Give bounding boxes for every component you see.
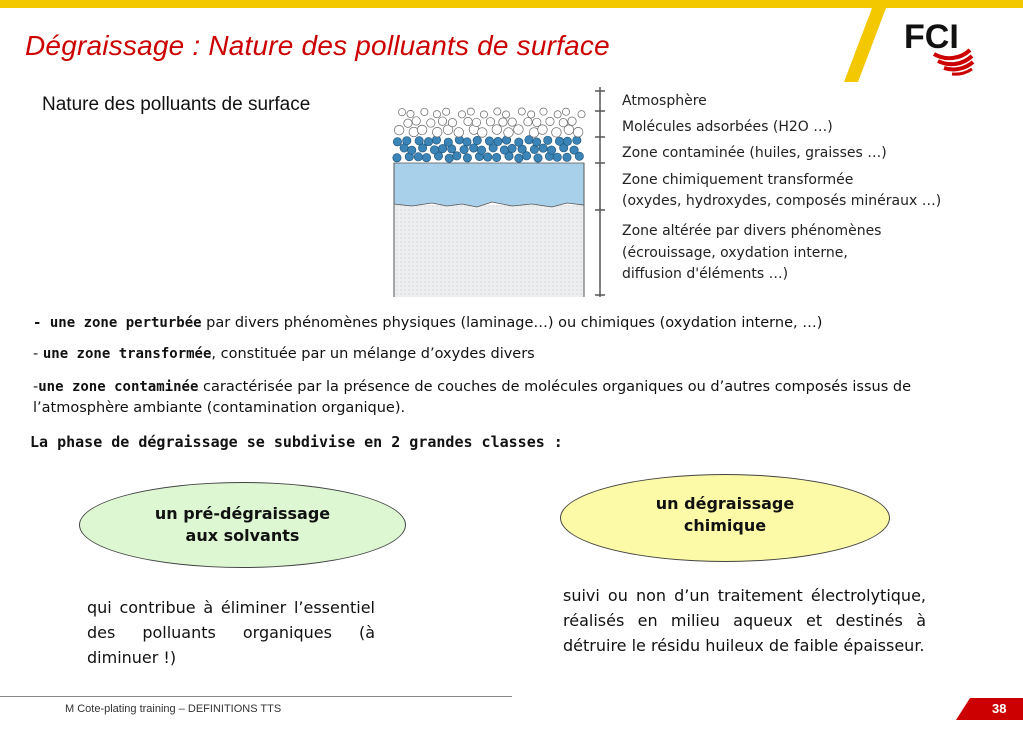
atmosphere-molecule xyxy=(573,127,583,137)
page-number-badge xyxy=(956,698,1023,720)
surface-layers-diagram xyxy=(392,85,1007,300)
adsorbed-molecule xyxy=(553,153,561,161)
atmosphere-molecule xyxy=(433,111,440,118)
adsorbed-molecule xyxy=(414,153,422,161)
section-subtitle: Nature des polluants de surface xyxy=(42,94,311,115)
adsorbed-molecule xyxy=(473,136,481,144)
adsorbed-molecule xyxy=(403,136,411,144)
atmosphere-molecule xyxy=(562,108,569,115)
atmosphere-molecule xyxy=(514,125,524,135)
adsorbed-molecule xyxy=(544,136,552,144)
class-description-chemical: suivi ou non d’un traitement électrolytique, réalisés en milieu aqueux et destinés à détruire le résidu huileux de faible épaisseur. xyxy=(563,586,926,655)
atmosphere-molecule xyxy=(464,117,472,125)
adsorbed-molecule xyxy=(393,138,401,146)
bullet-text: caractérisée par la présence de couches de molécules organiques ou d’autres composés issus de l’atmosphère ambiante (contamination organique). xyxy=(33,379,912,416)
atmosphere-molecule xyxy=(454,128,464,138)
layer-label-atmosphere: Atmosphère xyxy=(622,93,707,109)
adsorbed-molecule xyxy=(563,137,571,145)
atmosphere-molecule xyxy=(554,111,561,118)
bullet-transformed-zone xyxy=(33,344,998,365)
bullet-keyword: une zone perturbée xyxy=(49,315,202,331)
fci-logo xyxy=(900,14,980,82)
adsorbed-molecule xyxy=(563,153,571,161)
adsorbed-molecule xyxy=(547,146,555,154)
atmosphere-molecule xyxy=(480,111,487,118)
bullet-text: , constituée par un mélange d’oxydes divers xyxy=(211,346,535,362)
adsorbed-molecule xyxy=(573,136,581,144)
adsorbed-molecule xyxy=(532,138,540,146)
adsorbed-molecule xyxy=(515,138,523,146)
class-title-line2: aux solvants xyxy=(185,526,300,545)
bullet-keyword: une zone contaminée xyxy=(38,379,199,395)
layer-label-contaminated: Zone contaminée (huiles, graisses …) xyxy=(622,145,887,161)
class-ellipse-chemical xyxy=(560,474,890,562)
adsorbed-molecule xyxy=(515,154,523,162)
page-number: 38 xyxy=(992,701,1007,716)
adsorbed-molecule xyxy=(415,137,423,145)
atmosphere-molecule xyxy=(394,125,404,135)
atmosphere-molecule xyxy=(412,117,420,125)
bullet-prefix: - xyxy=(33,315,50,331)
adsorbed-molecule xyxy=(463,154,471,162)
adsorbed-molecule xyxy=(424,137,432,145)
atmosphere-molecule xyxy=(421,108,428,115)
bullet-contaminated-zone xyxy=(33,377,998,419)
adsorbed-molecule xyxy=(463,138,471,146)
atmosphere-molecule xyxy=(524,118,532,126)
atmosphere-molecule xyxy=(486,118,494,126)
adsorbed-molecule xyxy=(555,137,563,145)
adsorbed-molecule xyxy=(534,154,542,162)
atmosphere-molecule xyxy=(398,109,405,116)
atmosphere-molecule xyxy=(568,117,576,125)
adsorbed-molecule xyxy=(500,146,508,154)
atmosphere-molecule xyxy=(467,108,474,115)
atmosphere-molecule xyxy=(546,117,554,125)
layer-label-altered-detail-2: diffusion d'éléments …) xyxy=(622,266,789,282)
atmosphere-molecule xyxy=(499,118,507,126)
atmosphere-molecule xyxy=(404,119,412,127)
footer-divider xyxy=(0,696,512,697)
class-title-line1: un pré-dégraissage xyxy=(154,504,331,523)
adsorbed-molecule xyxy=(494,137,502,145)
adsorbed-molecule xyxy=(393,154,401,162)
atmosphere-molecule xyxy=(540,108,547,115)
atmosphere-molecule xyxy=(528,111,535,118)
adsorbed-molecule xyxy=(484,153,492,161)
adsorbed-molecule xyxy=(492,153,500,161)
atmosphere-molecule xyxy=(578,111,585,118)
class-ellipse-solvent xyxy=(79,482,406,568)
adsorbed-molecule xyxy=(539,144,547,152)
atmosphere-molecule xyxy=(448,119,456,127)
adsorbed-molecule xyxy=(485,137,493,145)
top-accent-bar xyxy=(0,0,1023,8)
atmosphere-molecule xyxy=(518,108,525,115)
atmosphere-molecule xyxy=(417,125,427,135)
atmosphere-molecule xyxy=(458,111,465,118)
layer-label-altered: Zone altérée par divers phénomènes xyxy=(622,223,882,239)
layer-label-transformed: Zone chimiquement transformée xyxy=(622,172,854,188)
bullet-text: par divers phénomènes physiques (laminage…) ou chimiques (oxydation interne, …) xyxy=(201,315,823,331)
class-description-solvent: qui contribue à éliminer l’essentiel des polluants organiques (à diminuer !) xyxy=(87,598,375,667)
atmosphere-molecule xyxy=(508,118,516,126)
atmosphere-molecule xyxy=(494,108,501,115)
adsorbed-molecule xyxy=(444,138,452,146)
atmosphere-molecule xyxy=(533,118,541,126)
atmosphere-molecule xyxy=(504,128,514,138)
adsorbed-molecule xyxy=(477,146,485,154)
atmosphere-molecule xyxy=(477,128,487,138)
bullet-prefix: - xyxy=(33,379,39,395)
adsorbed-molecule xyxy=(445,154,453,162)
bullet-perturbed-zone xyxy=(33,313,998,334)
atmosphere-molecule xyxy=(552,128,562,138)
classes-intro: La phase de dégraissage se subdivise en 2 grandes classes : xyxy=(30,433,563,451)
atmosphere-molecule xyxy=(472,118,480,126)
adsorbed-molecule xyxy=(508,144,516,152)
footer-text: M Cote-plating training – DEFINITIONS TTS xyxy=(65,703,282,715)
adsorbed-molecule xyxy=(408,146,416,154)
adsorbed-molecule xyxy=(460,145,468,153)
atmosphere-molecule xyxy=(438,117,446,125)
adsorbed-molecule xyxy=(453,152,461,160)
atmosphere-molecule xyxy=(559,118,567,126)
layer-label-transformed-detail: (oxydes, hydroxydes, composés minéraux …) xyxy=(622,193,942,209)
logo-text: FCI xyxy=(904,18,959,56)
adsorbed-molecule xyxy=(430,146,438,154)
slide-title: Dégraissage : Nature des polluants de surface xyxy=(25,30,610,61)
class-title-line2: chimique xyxy=(683,516,767,535)
atmosphere-molecule xyxy=(427,119,435,127)
atmosphere-molecule xyxy=(432,127,442,137)
adsorbed-molecule xyxy=(469,144,477,152)
bullet-keyword: une zone transformée xyxy=(42,346,212,362)
atmosphere-molecule xyxy=(443,108,450,115)
adsorbed-molecule xyxy=(422,153,430,161)
class-title-line1: un dégraissage xyxy=(655,494,795,513)
layer-label-altered-detail-1: (écrouissage, oxydation interne, xyxy=(622,245,848,261)
bullet-prefix: - xyxy=(33,346,43,362)
atmosphere-molecule xyxy=(407,110,414,117)
adsorbed-molecule xyxy=(570,146,578,154)
atmosphere-molecule xyxy=(492,125,502,135)
layer-label-adsorbed: Molécules adsorbées (H2O …) xyxy=(622,119,833,135)
atmosphere-molecule xyxy=(502,111,509,118)
